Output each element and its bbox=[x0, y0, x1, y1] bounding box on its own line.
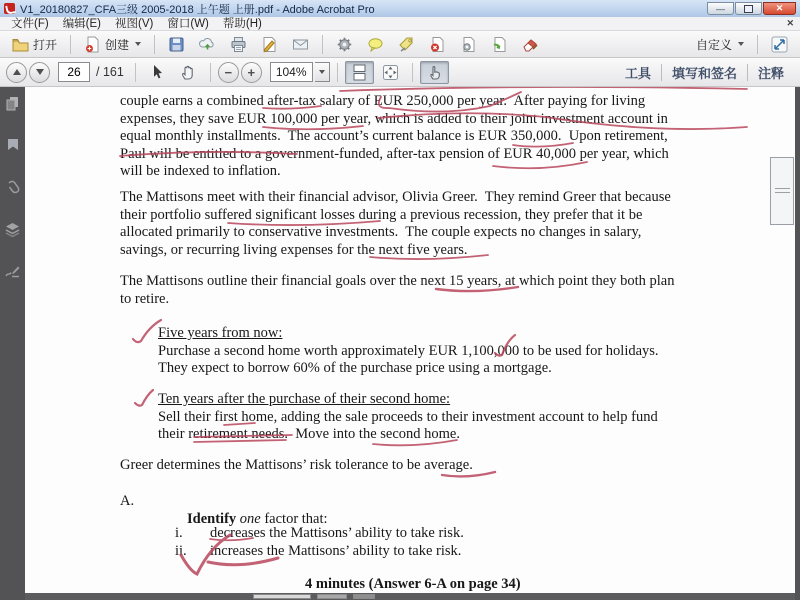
restore-button[interactable] bbox=[735, 2, 762, 15]
separator bbox=[70, 35, 71, 54]
attachments-icon[interactable] bbox=[4, 179, 21, 196]
fit-arrows-icon bbox=[382, 64, 399, 81]
printer-icon bbox=[230, 36, 247, 53]
text-line: to retire. bbox=[120, 290, 170, 307]
text-line: will be indexed to inflation. bbox=[120, 163, 281, 180]
text-line: Purchase a second home worth approximately EUR 1,100,000 to be used for holidays. bbox=[158, 342, 659, 359]
text-line: expenses, they save EUR 100,000 per year, which is added to their joint investment account in bbox=[120, 110, 668, 127]
text-line: allocated primarily to conservative investments. The couple expects no changes in salary, bbox=[120, 224, 642, 241]
scrolling-mode-button[interactable] bbox=[345, 61, 374, 84]
stem-bold: Identify bbox=[187, 510, 240, 527]
tools-panel-button[interactable]: 工具 bbox=[624, 65, 651, 81]
cloud-upload-icon bbox=[199, 36, 216, 53]
window-right-edge bbox=[795, 87, 800, 600]
pdf-page bbox=[25, 87, 795, 593]
chevron-down-icon bbox=[738, 42, 744, 46]
separator bbox=[337, 63, 338, 82]
save-button[interactable] bbox=[162, 33, 191, 56]
separator bbox=[412, 63, 413, 82]
arrow-up-icon bbox=[13, 69, 21, 75]
open-folder-icon bbox=[12, 36, 29, 53]
text-line: The Mattisons meet with their financial advisor, Olivia Greer. They remind Greer that because bbox=[120, 189, 671, 205]
touch-pointer-icon bbox=[426, 64, 443, 81]
paragraph-3 bbox=[120, 273, 675, 308]
question-label bbox=[120, 493, 134, 511]
text-line: their portfolio suffered significant losses during a previous recession, they prefer that it be bbox=[120, 206, 643, 223]
arrow-down-icon bbox=[36, 69, 44, 75]
text-line: Greer determines the Mattisons’ risk tolerance to be average. bbox=[120, 457, 473, 473]
customize-label: 自定义 bbox=[695, 37, 732, 52]
main-toolbar bbox=[0, 31, 800, 58]
text-line: Sell their first home, adding the sale proceeds to their investment account to help fund bbox=[158, 408, 658, 425]
fill-sign-panel-button[interactable]: 填写和签名 bbox=[671, 65, 737, 81]
page-gear-icon bbox=[460, 36, 477, 53]
delete-pages-icon bbox=[429, 36, 446, 53]
select-tool-button[interactable] bbox=[143, 61, 172, 84]
grip-line bbox=[775, 188, 790, 189]
create-pdf-icon bbox=[84, 36, 101, 53]
document-close-icon[interactable]: ✕ bbox=[786, 18, 794, 28]
item-ii-number: ii. bbox=[175, 543, 187, 559]
document-area bbox=[0, 87, 800, 600]
table-cell-fragment bbox=[253, 594, 311, 599]
text-line: A. bbox=[120, 493, 135, 509]
paragraph-2 bbox=[120, 189, 671, 259]
chevron-down-icon bbox=[319, 70, 325, 74]
menu-file[interactable]: 文件(F) bbox=[11, 17, 49, 30]
highlight-tag-icon bbox=[398, 36, 415, 53]
open-label: 打开 bbox=[33, 37, 58, 52]
menu-bar bbox=[0, 17, 800, 31]
select-cursor-icon bbox=[149, 64, 166, 81]
separator bbox=[757, 35, 758, 54]
next-page-button[interactable] bbox=[29, 62, 50, 83]
next-page-top-edge bbox=[25, 593, 795, 600]
plus-icon: + bbox=[247, 64, 256, 80]
fit-page-button[interactable] bbox=[376, 61, 405, 84]
separator bbox=[135, 63, 136, 82]
menu-edit[interactable]: 编辑(E) bbox=[62, 17, 102, 30]
table-cell-fragment bbox=[353, 594, 375, 599]
highlight-tag-button[interactable] bbox=[392, 33, 421, 56]
zoom-in-button[interactable] bbox=[241, 62, 262, 83]
create-label: 创建 bbox=[105, 37, 130, 52]
zoom-out-button[interactable] bbox=[218, 62, 239, 83]
separator bbox=[210, 63, 211, 82]
text-line: couple earns a combined after-tax salary of EUR 250,000 per year. After paying for living bbox=[120, 93, 646, 109]
redact-button[interactable] bbox=[516, 33, 545, 56]
text-line: Paul will be entitled to a government-funded, after-tax pension of EUR 40,000 per year, which bbox=[120, 145, 669, 162]
item-i-number: i. bbox=[175, 525, 183, 541]
table-cell-fragment bbox=[317, 594, 347, 599]
export-pdf-button[interactable] bbox=[485, 33, 514, 56]
scrolling-pages-icon bbox=[351, 64, 368, 81]
settings-button[interactable] bbox=[330, 33, 359, 56]
bookmarks-icon[interactable] bbox=[4, 137, 21, 154]
goal-2 bbox=[158, 391, 658, 444]
navigation-rail bbox=[0, 87, 25, 600]
item-ii-text: increases the Mattisons’ ability to take risk. bbox=[210, 543, 462, 559]
layers-icon[interactable] bbox=[4, 221, 21, 238]
text-line: equal monthly installments. The account’s current balance is EUR 350,000. Upon retirement, bbox=[120, 128, 668, 145]
comment-panel-button[interactable]: 注释 bbox=[757, 65, 784, 81]
create-button[interactable] bbox=[78, 33, 147, 56]
share-cloud-button[interactable] bbox=[193, 33, 222, 56]
gear-icon bbox=[336, 36, 353, 53]
print-button[interactable] bbox=[224, 33, 253, 56]
chevron-down-icon bbox=[135, 42, 141, 46]
acrobat-app-icon bbox=[4, 3, 15, 14]
separator bbox=[322, 35, 323, 54]
text-line: They expect to borrow 60% of the purchase price using a mortgage. bbox=[158, 360, 552, 377]
menu-view[interactable]: 视图(V) bbox=[115, 17, 154, 30]
expand-arrows-icon bbox=[771, 36, 788, 53]
signatures-icon[interactable] bbox=[4, 263, 21, 280]
close-button[interactable]: ✕ bbox=[763, 2, 796, 15]
export-pdf-icon bbox=[491, 36, 508, 53]
restore-icon bbox=[744, 5, 753, 13]
goal-1-heading: Five years from now: bbox=[158, 325, 283, 341]
comment-bubble-icon bbox=[367, 36, 384, 53]
minus-icon: − bbox=[224, 64, 233, 80]
email-icon bbox=[292, 36, 309, 53]
delete-pages-button[interactable] bbox=[423, 33, 452, 56]
scrollbar-thumb[interactable] bbox=[770, 157, 794, 225]
comment-button[interactable] bbox=[361, 33, 390, 56]
touch-mode-button[interactable] bbox=[420, 61, 449, 84]
expand-toolbar-button[interactable] bbox=[765, 33, 794, 56]
stem-rest: factor that: bbox=[260, 510, 328, 527]
page-thumbnails-icon[interactable] bbox=[4, 95, 21, 112]
paragraph-4 bbox=[120, 457, 473, 475]
menu-window[interactable]: 窗口(W) bbox=[167, 17, 209, 30]
grip-line bbox=[775, 192, 790, 193]
page-settings-button[interactable] bbox=[454, 33, 483, 56]
hand-tool-button[interactable] bbox=[174, 61, 203, 84]
sign-page-button[interactable] bbox=[255, 33, 284, 56]
time-footer: 4 minutes (Answer 6-A on page 34) bbox=[305, 576, 521, 592]
goal-2-heading: Ten years after the purchase of their second home: bbox=[158, 391, 451, 407]
eraser-icon bbox=[522, 36, 539, 53]
hand-icon bbox=[180, 64, 197, 81]
zoom-dropdown-button[interactable] bbox=[315, 62, 330, 82]
previous-page-button[interactable] bbox=[6, 62, 27, 83]
menu-help[interactable]: 帮助(H) bbox=[222, 17, 262, 30]
text-line: their retirement needs. Move into the second home. bbox=[158, 426, 460, 443]
question-stem bbox=[158, 493, 328, 527]
save-icon bbox=[168, 36, 185, 53]
page-total-label: / 161 bbox=[96, 65, 124, 79]
window-title: V1_20180827_CFA三级 2005-2018 上午题 上册.pdf - Adobe Acrobat Pro bbox=[20, 3, 375, 16]
text-line: savings, or recurring living expenses for the next five years. bbox=[120, 241, 468, 258]
stem-italic: one bbox=[239, 510, 261, 527]
minimize-button[interactable]: — bbox=[707, 2, 734, 15]
separator bbox=[154, 35, 155, 54]
sign-page-icon bbox=[261, 36, 278, 53]
customize-button[interactable] bbox=[690, 33, 750, 56]
nav-toolbar bbox=[0, 58, 800, 87]
text-line: The Mattisons outline their financial goals over the next 15 years, at which point they both plan bbox=[120, 273, 675, 289]
email-button[interactable] bbox=[286, 33, 315, 56]
item-i-text: decreases the Mattisons’ ability to take risk. bbox=[210, 525, 464, 541]
title-bar bbox=[0, 0, 800, 17]
goal-1 bbox=[158, 325, 659, 378]
page-number-input[interactable] bbox=[58, 62, 90, 82]
zoom-level-value[interactable]: 104% bbox=[270, 62, 313, 82]
paragraph-1 bbox=[120, 93, 669, 181]
open-button[interactable] bbox=[6, 33, 63, 56]
